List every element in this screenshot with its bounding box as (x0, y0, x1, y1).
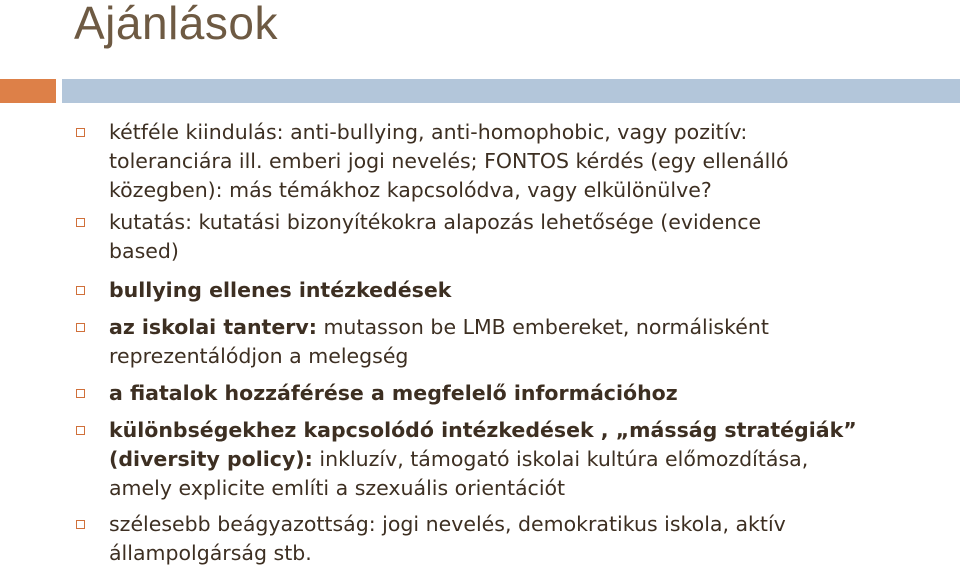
list-item-text (109, 208, 949, 266)
list-item-text (109, 379, 949, 408)
bold-text: bullying ellenes intézkedések (109, 278, 452, 302)
square-bullet-icon (76, 389, 85, 398)
text-line: amely explicite említi a szexuális orientációt (109, 476, 566, 500)
slide-title: Ajánlások (74, 0, 278, 49)
bold-text: az iskolai tanterv: (109, 315, 317, 339)
text-line: toleranciára ill. emberi jogi nevelés; FONTOS kérdés (egy ellenálló (109, 149, 789, 173)
text-line: állampolgárság stb. (109, 541, 312, 565)
list-item-text (109, 118, 949, 205)
text-line: based) (109, 239, 179, 263)
list-item-text (109, 313, 949, 371)
text-line: kétféle kiindulás: anti-bullying, anti-homophobic, vagy pozitív: (109, 120, 748, 144)
square-bullet-icon (76, 520, 85, 529)
title-accent-bar (0, 79, 56, 103)
text-line: kutatás: kutatási bizonyítékokra alapozás lehetősége (evidence (109, 210, 762, 234)
text-segment: mutasson be LMB embereket, normálisként (316, 315, 769, 339)
square-bullet-icon (76, 218, 85, 227)
list-item-text (109, 510, 949, 568)
bold-text: a fiatalok hozzáférése a megfelelő információhoz (109, 381, 678, 405)
bold-text: különbségekhez kapcsolódó intézkedések , „másság stratégiák” (109, 418, 857, 442)
square-bullet-icon (76, 323, 85, 332)
square-bullet-icon (76, 426, 85, 435)
text-line: közegben): más témákhoz kapcsolódva, vagy elkülönülve? (109, 178, 712, 202)
text-segment: inkluzív, támogató iskolai kultúra előmozdítása, (312, 447, 809, 471)
bold-text: (diversity policy): (109, 447, 313, 471)
square-bullet-icon (76, 286, 85, 295)
list-item-text (109, 276, 949, 305)
list-item-text (109, 416, 949, 503)
text-line: reprezentálódjon a melegség (109, 344, 409, 368)
title-divider-bar (62, 79, 960, 103)
text-line: szélesebb beágyazottság: jogi nevelés, demokratikus iskola, aktív (109, 512, 786, 536)
square-bullet-icon (76, 128, 85, 137)
